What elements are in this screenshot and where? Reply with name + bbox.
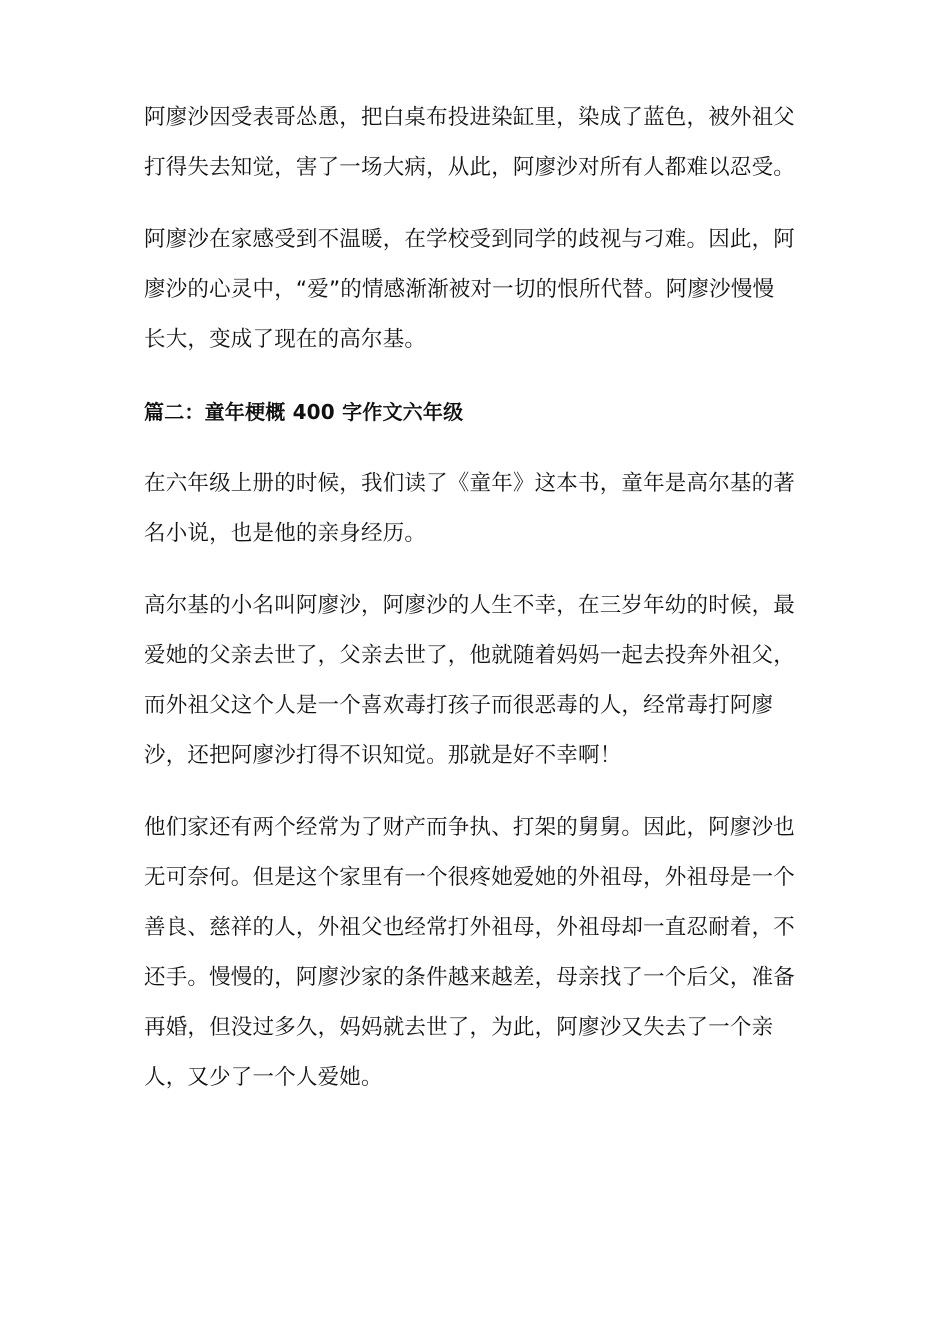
paragraph-5-line-6: 人，又少了一个人爱她。 — [144, 1065, 383, 1090]
paragraph-5-line-4: 还手。慢慢的，阿廖沙家的条件越来越差，母亲找了一个后父，准备 — [144, 965, 796, 990]
paragraph-2-line-3: 长大，变成了现在的高尔基。 — [144, 327, 427, 352]
paragraph-5-line-1: 他们家还有两个经常为了财产而争执、打架的舅舅。因此，阿廖沙也 — [144, 815, 796, 840]
paragraph-4-line-4: 沙，还把阿廖沙打得不识知觉。那就是好不幸啊！ — [144, 743, 622, 768]
paragraph-2-line-2: 廖沙的心灵中，“爱”的情感渐渐被对一切的恨所代替。阿廖沙慢慢 — [144, 277, 775, 302]
paragraph-4-line-1: 高尔基的小名叫阿廖沙，阿廖沙的人生不幸，在三岁年幼的时候，最 — [144, 593, 796, 618]
paragraph-5-line-5: 再婚，但没过多久，妈妈就去世了，为此，阿廖沙又失去了一个亲 — [144, 1015, 774, 1040]
paragraph-4-line-3: 而外祖父这个人是一个喜欢毒打孩子而很恶毒的人，经常毒打阿廖 — [144, 693, 774, 718]
paragraph-1-line-1: 阿廖沙因受表哥怂恿，把白桌布投进染缸里，染成了蓝色，被外祖父 — [144, 105, 796, 130]
paragraph-3-line-2: 名小说，也是他的亲身经历。 — [144, 521, 427, 546]
section-heading: 篇二：童年梗概 400 字作文六年级 — [144, 400, 464, 424]
paragraph-5-line-2: 无可奈何。但是这个家里有一个很疼她爱她的外祖母，外祖母是一个 — [144, 865, 796, 890]
paragraph-3-line-1: 在六年级上册的时候，我们读了《童年》这本书，童年是高尔基的著 — [144, 471, 796, 496]
paragraph-4-line-2: 爱她的父亲去世了，父亲去世了，他就随着妈妈一起去投奔外祖父， — [144, 643, 796, 668]
paragraph-1-line-2: 打得失去知觉，害了一场大病，从此，阿廖沙对所有人都难以忍受。 — [144, 155, 796, 180]
paragraph-2-line-1: 阿廖沙在家感受到不温暖，在学校受到同学的歧视与刁难。因此，阿 — [144, 227, 796, 252]
paragraph-5-line-3: 善良、慈祥的人，外祖父也经常打外祖母，外祖母却一直忍耐着，不 — [144, 915, 796, 940]
